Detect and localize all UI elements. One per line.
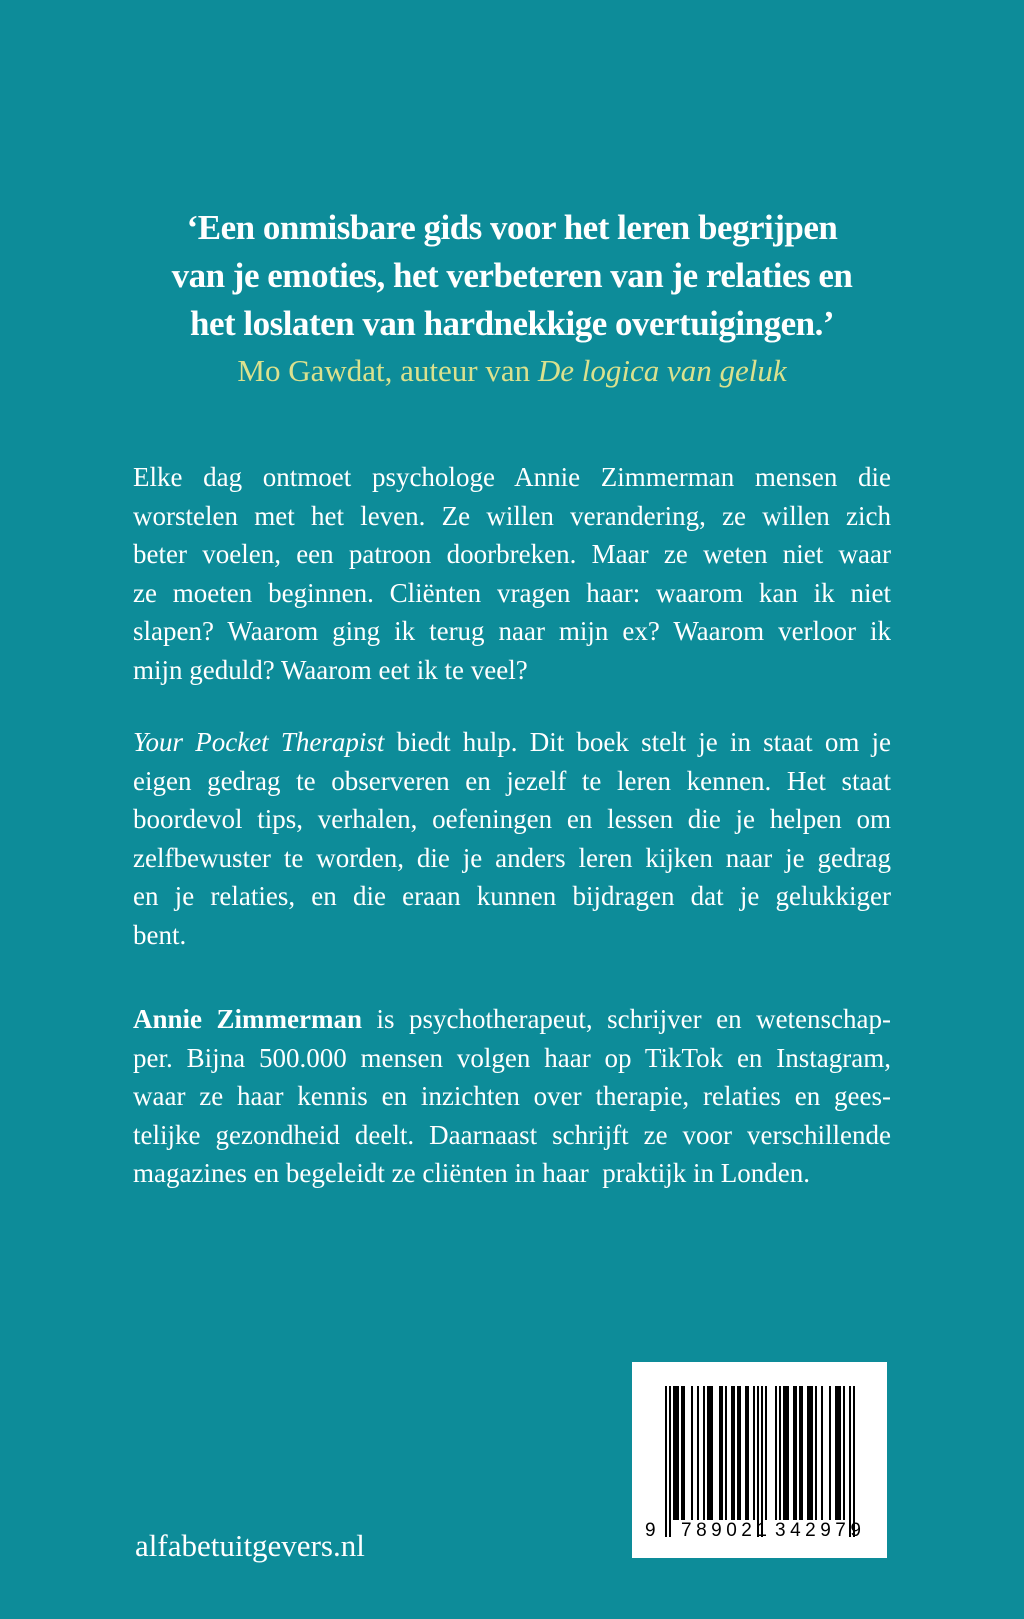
text-line: beter voelen, een patroon doorbreken. Maar ze weten niet waar — [133, 539, 891, 569]
text-line: boordevol tips, verhalen, oefeningen en lessen die je helpen om — [133, 804, 891, 834]
text-line — [133, 723, 891, 762]
text-line: worstelen met het leven. Ze willen verandering, ze willen zich — [133, 500, 891, 531]
text-line: telijke gezondheid deelt. Daarnaast schrijft ze voor verschillende — [133, 1119, 891, 1150]
text-span: is psychotherapeut, schrijver en wetenschap- — [361, 1004, 892, 1034]
barcode-right-group: 342979 — [775, 1520, 866, 1541]
endorsement-quote — [0, 204, 1024, 391]
text-line: en je relaties, en die eraan kunnen bijdragen dat je gelukkiger — [133, 881, 891, 911]
attribution-work-title: De logica van geluk — [537, 353, 787, 388]
text-line: zelfbewuster te worden, die je anders leren kijken naar je gedrag — [133, 842, 891, 873]
quote-line: van je emoties, het verbeteren van je relaties en — [171, 256, 853, 295]
text-line: slapen? Waarom ging ik terug naar mijn ex? Waarom verloor ik — [133, 616, 891, 646]
barcode — [632, 1362, 887, 1558]
text-line: ze moeten beginnen. Cliënten vragen haar: waarom kan ik niet — [133, 577, 891, 608]
paragraph-author-bio — [133, 1000, 891, 1193]
text-span: biedt hulp. Dit boek stelt je in staat om je — [384, 727, 892, 757]
text-line: eigen gedrag te observeren en jezelf te leren kennen. Het staat — [133, 765, 891, 796]
barcode-left-group: 789021 — [681, 1520, 772, 1541]
text-line: Elke dag ontmoet psychologe Annie Zimmerman mensen die — [133, 462, 891, 492]
paragraph-book-description — [133, 723, 891, 954]
quote-line: het loslaten van hardnekkige overtuigingen.’ — [189, 304, 834, 343]
paragraph-intro — [133, 458, 891, 689]
quote-line: ‘Een onmisbare gids voor het leren begrijpen — [186, 208, 838, 247]
text-line: bent. — [133, 919, 187, 950]
publisher-url: alfabetuitgevers.nl — [135, 1528, 365, 1563]
barcode-bars — [665, 1386, 855, 1537]
barcode-first-digit: 9 — [645, 1520, 656, 1541]
text-line: per. Bijna 500.000 mensen volgen haar op TikTok en Instagram, — [133, 1042, 891, 1073]
quote-attribution — [0, 351, 1024, 391]
author-name-bold: Annie Zimmerman — [133, 1004, 362, 1034]
text-line: mijn geduld? Waarom eet ik te veel? — [133, 654, 528, 685]
book-title-italic: Your Pocket Therapist — [133, 727, 385, 757]
text-line: waar ze haar kennis en inzichten over therapie, relaties en gees- — [133, 1081, 891, 1111]
text-line: magazines en begeleidt ze cliënten in haar praktijk in Londen. — [133, 1158, 810, 1188]
attribution-name: Mo Gawdat, auteur van — [237, 353, 538, 388]
blurb — [133, 458, 891, 1193]
text-line — [133, 1000, 891, 1039]
